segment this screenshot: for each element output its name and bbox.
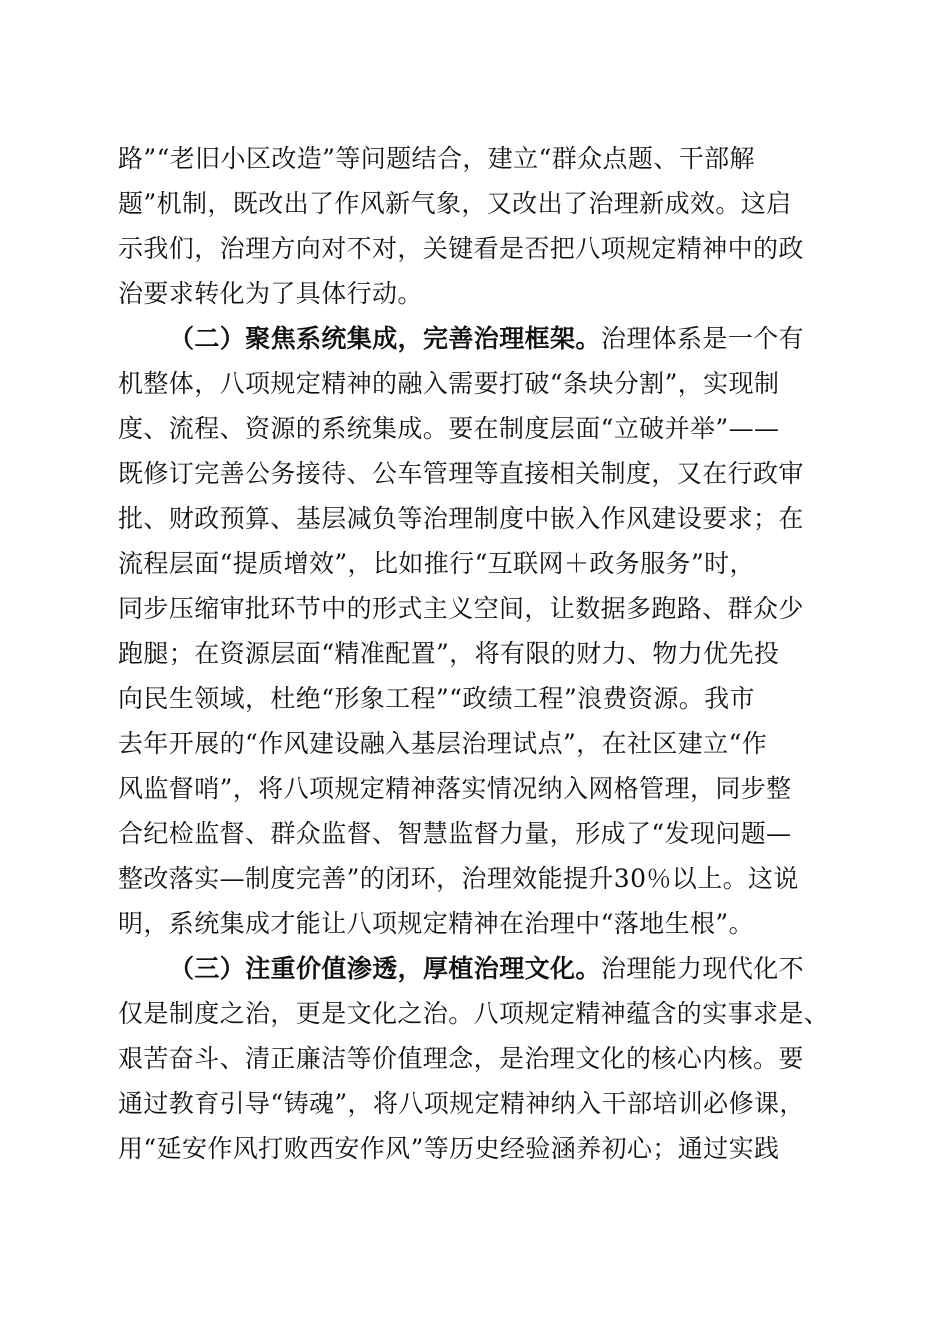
paragraph-first-line	[118, 946, 832, 991]
text-line: 艰苦奋斗、清正廉洁等价值理念，是治理文化的核心内核。要	[118, 1044, 804, 1073]
text-span: 治理能力现代化不	[600, 954, 805, 983]
section-heading-2: （二）聚焦系统集成，完善治理框架。	[169, 324, 601, 353]
text-line: 跑腿；在资源层面“精准配置”，将有限的财力、物力优先投	[118, 639, 780, 668]
paragraph-first-line	[118, 316, 832, 361]
text-line: 用“延安作风打败西安作风”等历史经验涵养初心；通过实践	[118, 1134, 780, 1163]
text-line: 既修订完善公务接待、公车管理等直接相关制度，又在行政审	[118, 459, 804, 488]
text-line: 整改落实—制度完善”的闭环，治理效能提升30％以上。这说	[118, 864, 799, 893]
text-span: 治理体系是一个有	[600, 324, 805, 353]
text-line: 机整体，八项规定精神的融入需要打破“条块分割”，实现制	[118, 369, 780, 398]
text-line: 路”“老旧小区改造”等问题结合，建立“群众点题、干部解	[118, 144, 755, 173]
text-line: 风监督哨”，将八项规定精神落实情况纳入网格管理，同步整	[118, 774, 792, 803]
text-line: 治要求转化为了具体行动。	[118, 279, 423, 308]
text-line: 通过教育引导“铸魂”，将八项规定精神纳入干部培训必修课，	[118, 1089, 805, 1118]
document-page	[118, 136, 832, 1171]
paragraph-1	[118, 136, 832, 316]
section-heading-3: （三）注重价值渗透，厚植治理文化。	[169, 954, 601, 983]
text-line: 合纪检监督、群众监督、智慧监督力量，形成了“发现问题—	[118, 819, 792, 848]
text-line: 去年开展的“作风建设融入基层治理试点”，在社区建立“作	[118, 729, 768, 758]
text-line: 度、流程、资源的系统集成。要在制度层面“立破并举”——	[118, 414, 780, 443]
text-line: 批、财政预算、基层减负等治理制度中嵌入作风建设要求；在	[118, 504, 804, 533]
paragraph-2	[118, 316, 832, 946]
text-line: 仅是制度之治，更是文化之治。八项规定精神蕴含的实事求是、	[118, 999, 830, 1028]
text-line: 流程层面“提质增效”，比如推行“互联网＋政务服务”时，	[118, 549, 755, 578]
text-line: 明，系统集成才能让八项规定精神在治理中“落地生根”。	[118, 909, 754, 938]
text-line: 向民生领域，杜绝“形象工程”“政绩工程”浪费资源。我市	[118, 684, 755, 713]
paragraph-3	[118, 946, 832, 1171]
text-line: 示我们，治理方向对不对，关键看是否把八项规定精神中的政	[118, 234, 804, 263]
text-line: 题”机制，既改出了作风新气象，又改出了治理新成效。这启	[118, 189, 792, 218]
text-line: 同步压缩审批环节中的形式主义空间，让数据多跑路、群众少	[118, 594, 804, 623]
